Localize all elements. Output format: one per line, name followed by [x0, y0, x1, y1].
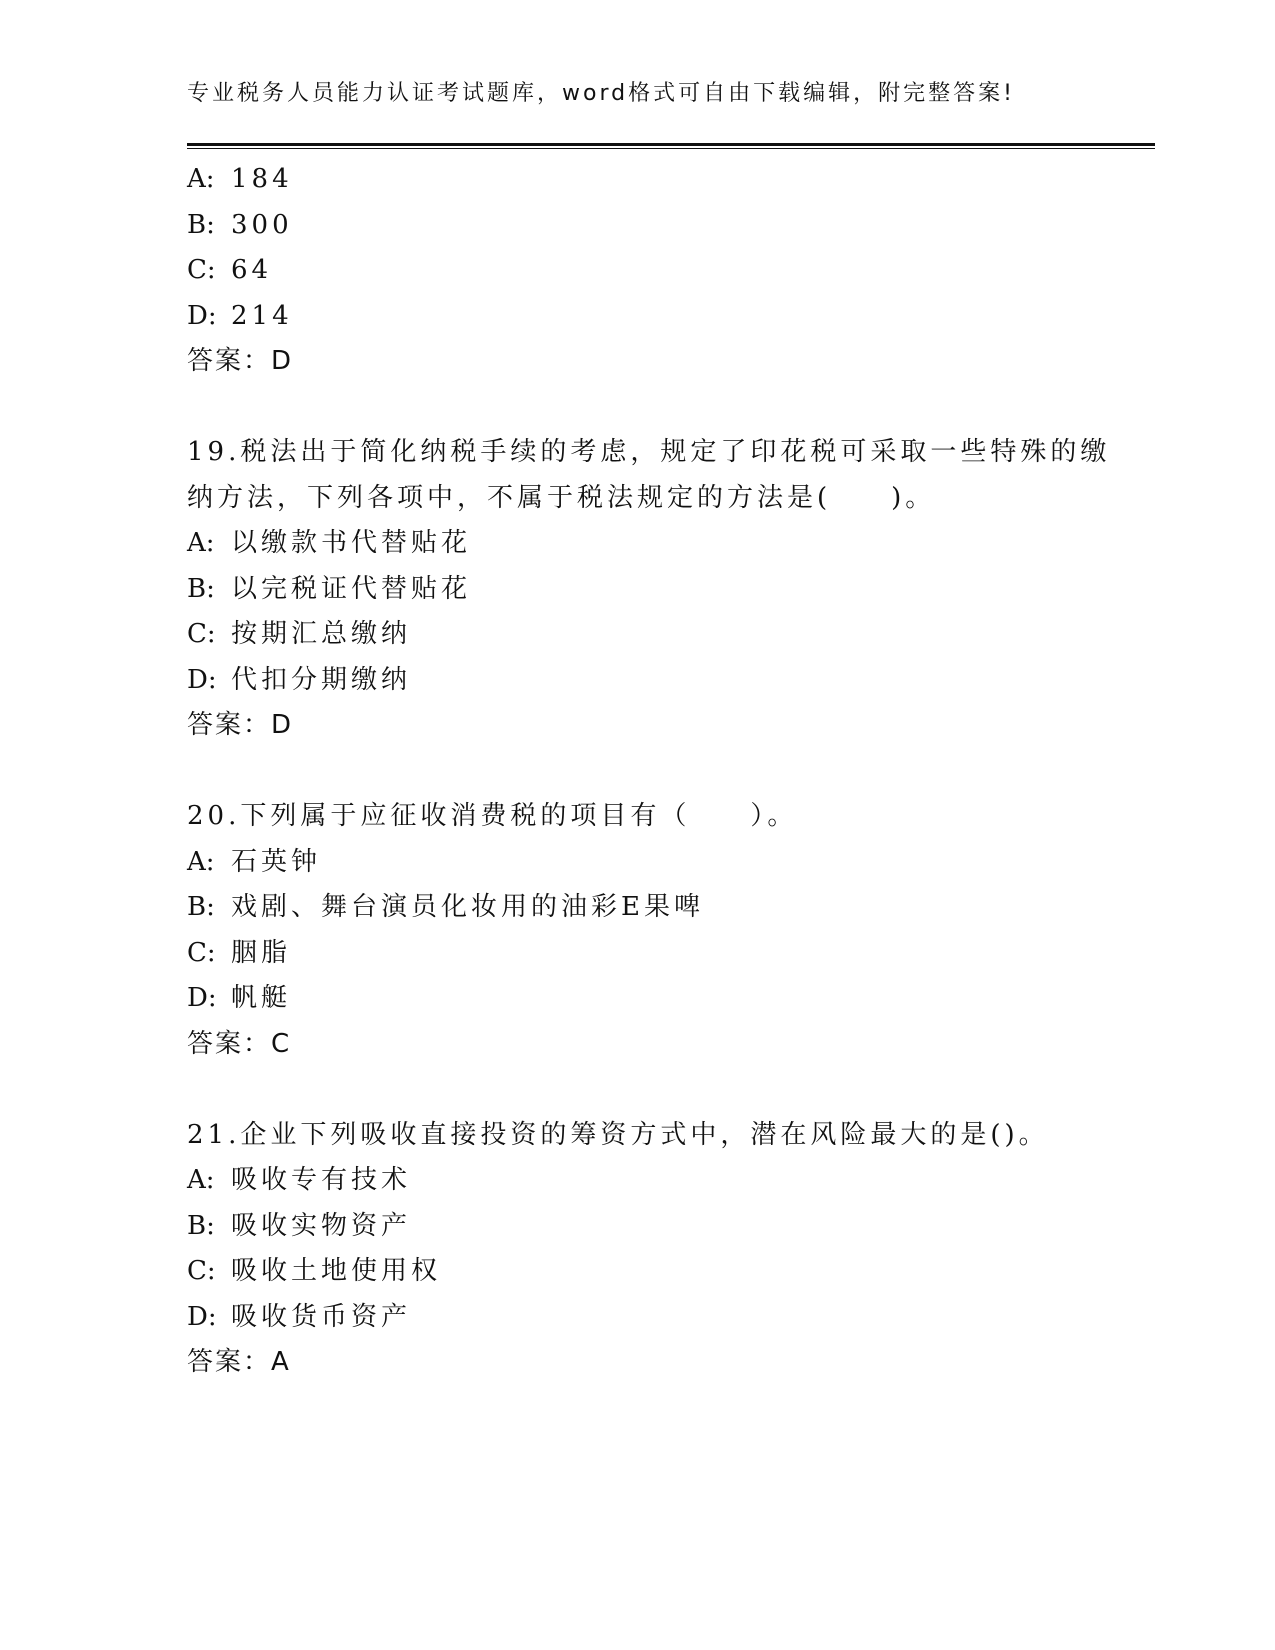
header-rule-thin: [187, 148, 1155, 149]
question-stem: 19.税法出于简化纳税手续的考虑，规定了印花税可采取一些特殊的缴: [187, 437, 1111, 467]
option-a: A: 吸收专有技术: [187, 1165, 412, 1195]
option-a: A: 石英钟: [187, 846, 322, 877]
prev-question-options: [187, 157, 1117, 339]
option-b: B: 戏剧、舞台演员化妆用的油彩E果啤: [187, 892, 704, 922]
option-a: A: 184: [187, 164, 293, 194]
option-d: D: 吸收货币资产: [187, 1301, 412, 1332]
option-d: D: 帆艇: [187, 983, 292, 1013]
question-19: [187, 430, 1117, 749]
question-content: [187, 157, 1117, 1386]
page-header: 专业税务人员能力认证考试题库，word格式可自由下载编辑，附完整答案!: [187, 81, 1015, 106]
question-21: [187, 1113, 1117, 1386]
option-b: B: 吸收实物资产: [187, 1210, 412, 1241]
option-c: C: 按期汇总缴纳: [187, 619, 412, 649]
question-stem-continued: 纳方法，下列各项中，不属于税法规定的方法是( )。: [187, 482, 936, 513]
option-c: C: 胭脂: [187, 937, 292, 968]
question-stem: 21.企业下列吸收直接投资的筹资方式中，潜在风险最大的是()。: [187, 1119, 1049, 1150]
option-b: B: 300: [187, 209, 293, 240]
option-b: B: 以完税证代替贴花: [187, 573, 472, 604]
option-d: D: 代扣分期缴纳: [187, 664, 412, 695]
answer-label: 答案：D: [187, 346, 294, 376]
option-c: C: 吸收土地使用权: [187, 1256, 442, 1286]
answer-label: 答案：C: [187, 1028, 292, 1059]
header-rule-thick: [187, 143, 1155, 146]
option-a: A: 以缴款书代替贴花: [187, 528, 472, 558]
option-c: C: 64: [187, 255, 273, 285]
answer-label: 答案：A: [187, 1347, 291, 1377]
question-stem: 20.下列属于应征收消费税的项目有（ ）。: [187, 801, 798, 831]
option-d: D: 214: [187, 300, 293, 331]
answer-label: 答案：D: [187, 710, 294, 740]
question-20: [187, 794, 1117, 1067]
